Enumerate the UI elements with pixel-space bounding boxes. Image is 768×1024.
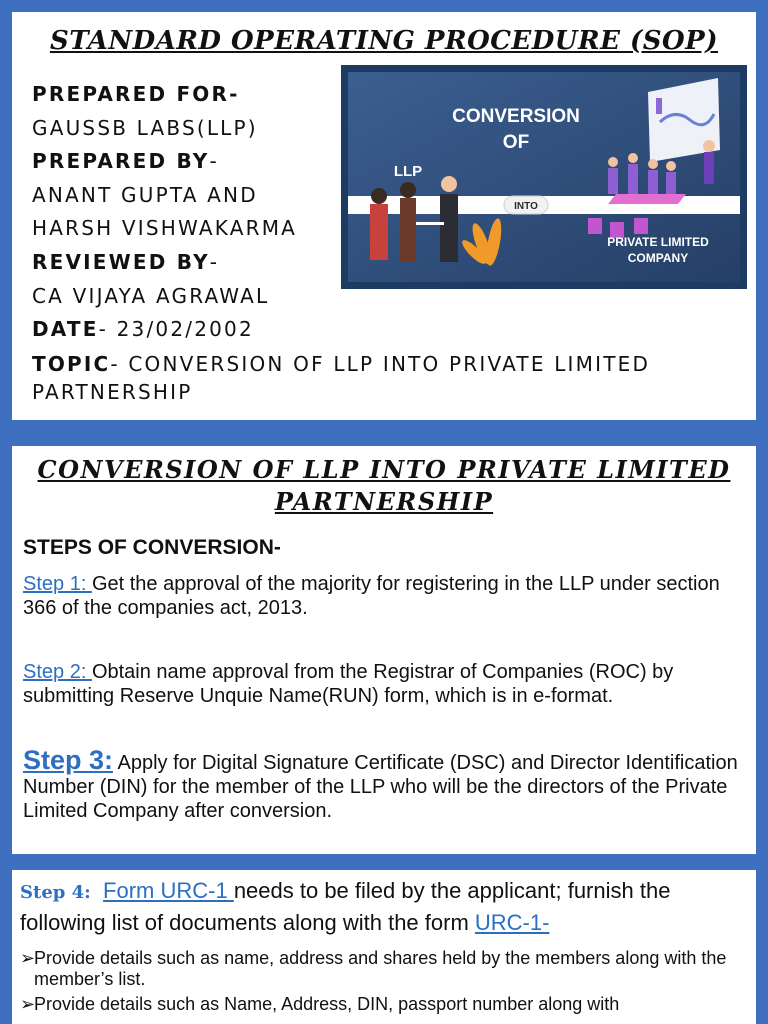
step-2: [23, 660, 748, 708]
reviewed-by-dash: -: [209, 249, 220, 274]
document-item-text: Provide details such as name, address and shares held by the members along with the member’s list.: [34, 948, 727, 989]
illus-text-private: PRIVATE LIMITED: [607, 235, 709, 249]
document-item: [20, 994, 750, 1015]
date-row: [32, 313, 752, 347]
topic-label: TOPIC: [32, 351, 111, 376]
form-urc1-link[interactable]: Form URC-1: [103, 878, 234, 903]
step-1-link[interactable]: Step 1:: [23, 573, 92, 595]
step-4-label: Step 4:: [20, 882, 91, 903]
board-bar: [656, 98, 662, 114]
presenter-head: [703, 140, 715, 152]
prepared-by-label: PREPARED BY: [32, 149, 210, 174]
slide-steps: [12, 446, 756, 854]
topic-row: [32, 347, 752, 406]
illus-text-into: INTO: [514, 201, 538, 212]
step-2-link[interactable]: Step 2:: [23, 661, 92, 683]
step-2-text: Obtain name approval from the Registrar of Companies (ROC) by submitting Reserve Unquie Name(RUN) form, which is in e-format.: [23, 661, 674, 707]
form-urc1-link-2[interactable]: URC-1-: [474, 910, 550, 935]
illus-text-of: OF: [502, 132, 530, 153]
meeting-table: [608, 194, 686, 204]
date-value: - 23/02/2002: [98, 317, 254, 342]
steps-list: [23, 536, 748, 823]
prepared-by-line1: ANANT GUPTA AND: [32, 182, 258, 207]
illustration-svg: [348, 72, 740, 282]
arrow-bullet-icon: ➢: [20, 994, 36, 1014]
illus-text-conversion: CONVERSION: [452, 106, 580, 127]
step-3: [23, 745, 748, 823]
documents-list: [20, 948, 750, 1015]
step-4-text: needs to be filed by the applicant; furnish the following list of documents along with the form: [20, 878, 671, 935]
step-1: [23, 572, 748, 620]
step-4-block: [20, 876, 750, 1019]
prepared-by-line2: HARSH VISHWAKARMA: [32, 216, 298, 241]
step-4-paragraph: [20, 876, 750, 938]
steps-slide-title: CONVERSION OF LLP INTO PRIVATE LIMITED PARTNERSHIP: [37, 455, 731, 516]
presenter-figure: [704, 152, 714, 184]
sop-title: STANDARD OPERATING PROCEDURE (SOP): [49, 26, 719, 56]
prepared-by-dash: -: [209, 149, 219, 174]
reviewed-by-value: CA VIJAYA AGRAWAL: [32, 283, 270, 308]
step-3-link[interactable]: Step 3:: [23, 745, 114, 775]
slide-cover: [12, 12, 756, 420]
date-label: DATE: [32, 317, 99, 342]
slide-step4: [12, 870, 756, 1024]
step-3-text: Apply for Digital Signature Certificate (DSC) and Director Identification Number (DIN) for the member of the LLP who will be the directors of the Private Limited Company after conversion.: [23, 752, 738, 822]
illus-text-company: COMPANY: [627, 251, 689, 265]
steps-heading: STEPS OF CONVERSION-: [23, 536, 281, 559]
document-item: [20, 948, 750, 990]
step-1-text: Get the approval of the majority for registering in the LLP under section 366 of the companies act, 2013.: [23, 573, 720, 619]
prepared-for-value: GAUSSB LABS(LLP): [32, 115, 258, 140]
topic-value: - CONVERSION OF LLP INTO PRIVATE LIMITED PARTNERSHIP: [32, 351, 651, 404]
arrow-bullet-icon: ➢: [20, 948, 36, 968]
prepared-for-label: PREPARED FOR-: [32, 82, 240, 106]
illus-text-llp: LLP: [393, 163, 423, 180]
reviewed-by-label: REVIEWED BY: [32, 249, 210, 274]
document-item-text: Provide details such as Name, Address, DIN, passport number along with: [34, 994, 620, 1014]
conversion-illustration: [341, 65, 747, 289]
